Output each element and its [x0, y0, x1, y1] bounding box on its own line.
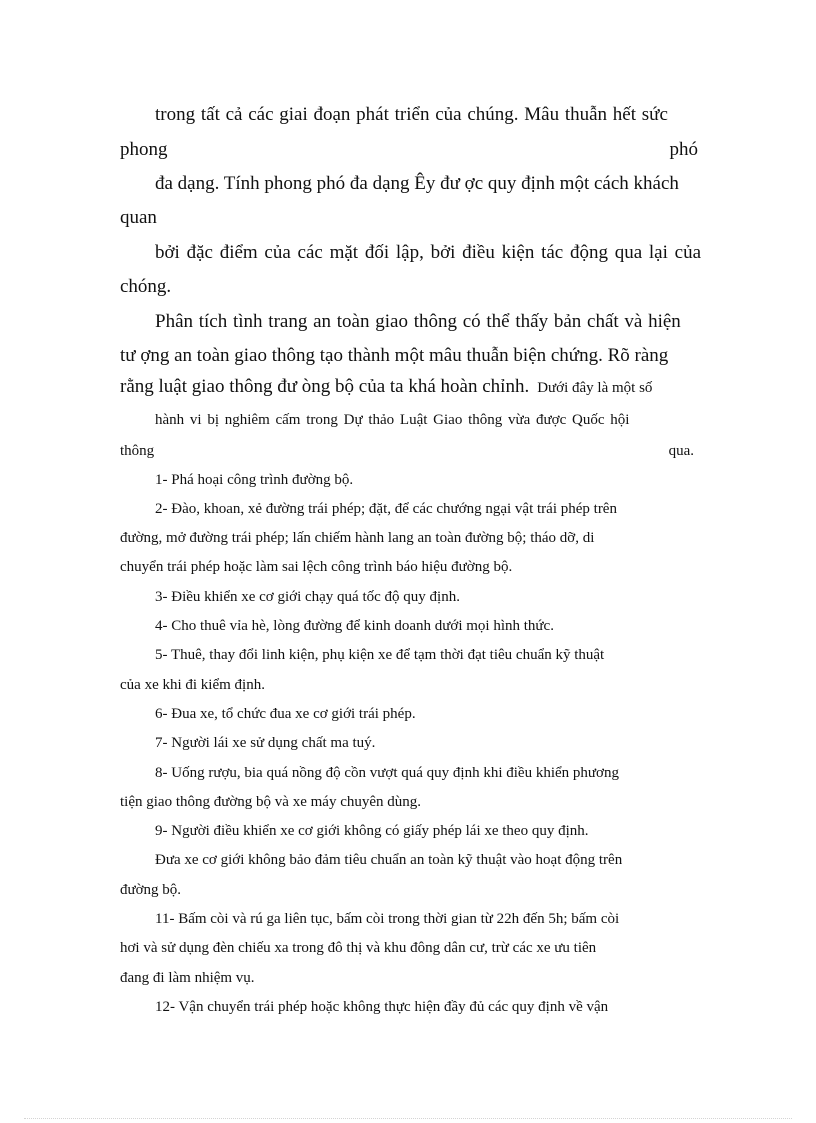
- text-line: chóng.: [120, 276, 172, 297]
- list-item: 8- Uống rượu, bia quá nồng độ cồn vượt quá quy định khi điều khiển phương: [155, 765, 619, 781]
- text-line: Phân tích tình trang an toàn giao thông có thể thấy bản chất và hiện: [155, 311, 681, 332]
- list-item: 1- Phá hoại công trình đường bộ.: [155, 472, 354, 488]
- list-item: 6- Đua xe, tổ chức đua xe cơ giới trái phép.: [155, 706, 416, 722]
- text-run: rằng luật giao thông đư òng bộ của ta khá hoàn chỉnh.: [120, 376, 530, 397]
- list-item: Đưa xe cơ giới không bảo đảm tiêu chuẩn an toàn kỹ thuật vào hoạt động trên: [155, 852, 623, 868]
- text-word: qua.: [668, 443, 694, 459]
- text-line: đường bộ.: [120, 882, 182, 898]
- page-bottom-divider: [24, 1118, 792, 1119]
- text-line: của xe khi đi kiểm định.: [120, 677, 265, 693]
- text-line: tư ợng an toàn giao thông tạo thành một mâu thuẫn biện chứng. Rõ ràng: [120, 345, 669, 366]
- list-item: 2- Đào, khoan, xẻ đường trái phép; đặt, để các chướng ngại vật trái phép trên: [155, 501, 617, 517]
- list-item: 11- Bấm còi và rú ga liên tục, bấm còi trong thời gian từ 22h đến 5h; bấm còi: [155, 911, 620, 927]
- justified-line: [120, 140, 698, 159]
- mixed-line: [120, 377, 652, 396]
- text-line: hơi và sử dụng đèn chiếu xa trong đô thị và khu đông dân cư, trừ các xe ưu tiên: [120, 940, 597, 956]
- list-item: 9- Người điều khiển xe cơ giới không có giấy phép lái xe theo quy định.: [155, 823, 589, 839]
- text-word: phong: [120, 139, 168, 160]
- text-word: phó: [669, 139, 698, 160]
- text-line: đường, mở đường trái phép; lấn chiếm hành lang an toàn đường bộ; tháo dỡ, di: [120, 530, 595, 546]
- list-item: 12- Vận chuyển trái phép hoặc không thực hiện đầy đủ các quy định về vận: [155, 999, 609, 1015]
- text-line: đa dạng. Tính phong phó đa dạng Êy đư ợc quy định một cách khách: [155, 173, 679, 194]
- text-line: bởi đặc điểm của các mặt đối lập, bởi điều kiện tác động qua lại của: [155, 242, 702, 263]
- text-line: trong tất cả các giai đoạn phát triển của chúng. Mâu thuẫn hết sức: [155, 104, 668, 125]
- justified-line: [120, 444, 694, 459]
- text-line: hành vi bị nghiêm cấm trong Dự thảo Luật Giao thông vừa được Quốc hội: [155, 412, 630, 428]
- text-line: tiện giao thông đường bộ và xe máy chuyên dùng.: [120, 794, 422, 810]
- text-line: chuyển trái phép hoặc làm sai lệch công trình báo hiệu đường bộ.: [120, 559, 513, 575]
- list-item: 5- Thuê, thay đổi linh kiện, phụ kiện xe để tạm thời đạt tiêu chuẩn kỹ thuật: [155, 647, 605, 663]
- text-line: đang đi làm nhiệm vụ.: [120, 970, 255, 986]
- text-word: thông: [120, 443, 155, 459]
- list-item: 4- Cho thuê vỉa hè, lòng đường để kinh doanh dưới mọi hình thức.: [155, 618, 554, 634]
- list-item: 3- Điều khiển xe cơ giới chạy quá tốc độ quy định.: [155, 589, 460, 605]
- list-item: 7- Người lái xe sử dụng chất ma tuý.: [155, 735, 376, 751]
- text-run: Dưới đây là một số: [537, 380, 653, 396]
- text-line: quan: [120, 207, 157, 228]
